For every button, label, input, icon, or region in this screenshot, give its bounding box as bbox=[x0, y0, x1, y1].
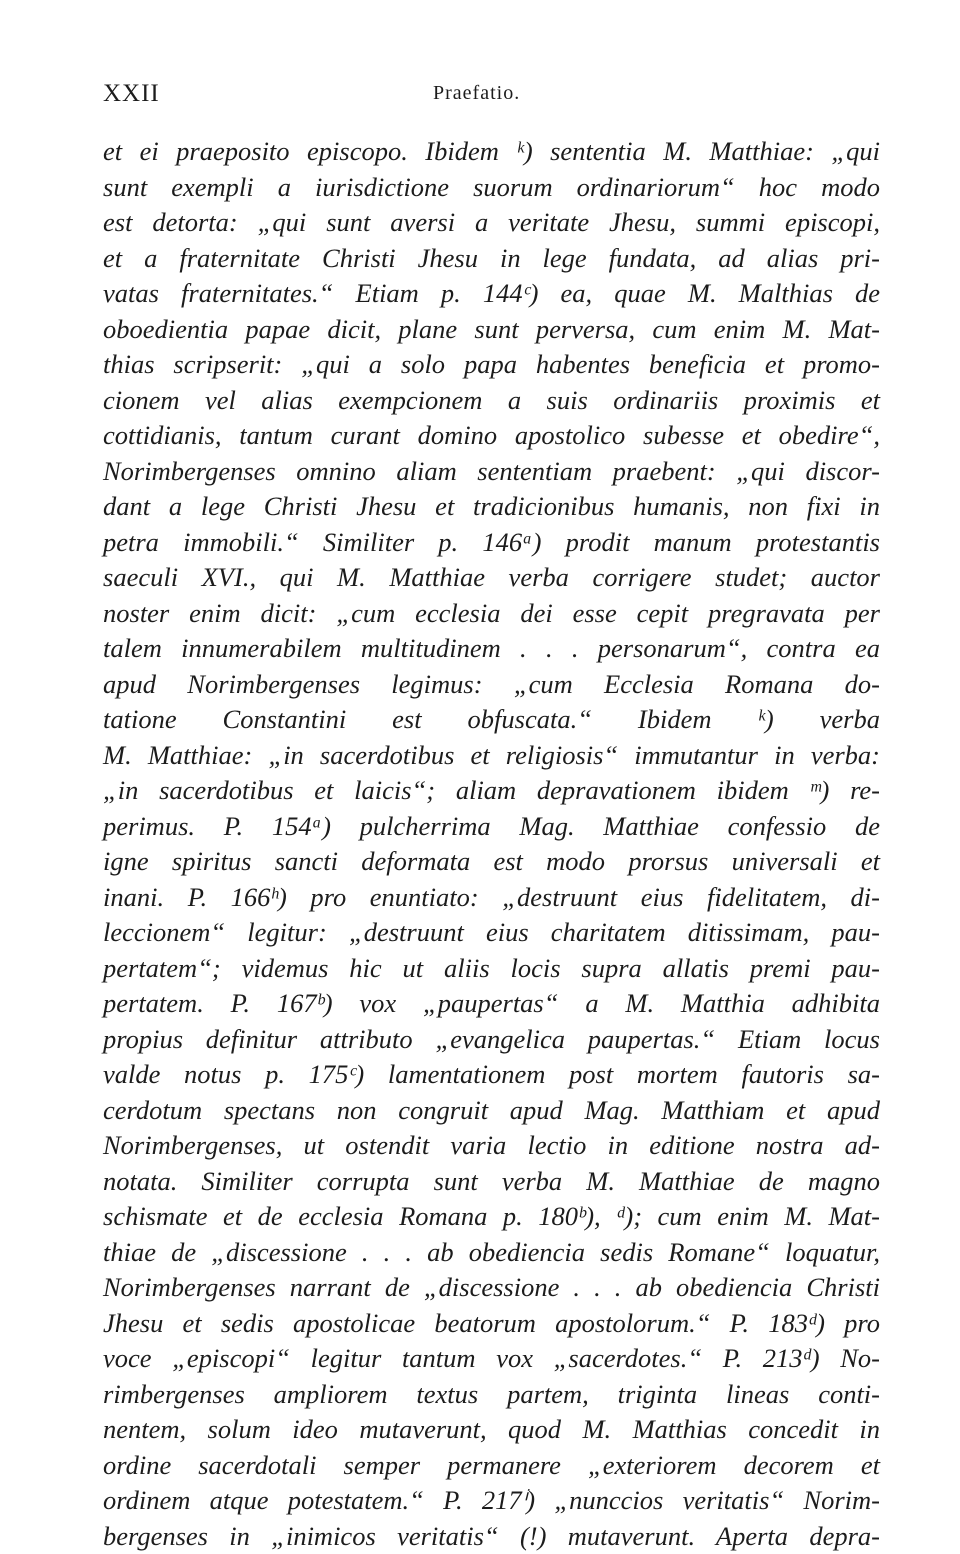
text-line: noster enim dicit: „cum ecclesia dei esse cepit pregravata per bbox=[103, 596, 880, 632]
text-line: cerdotum spectans non congruit apud Mag. Matthiam et apud bbox=[103, 1093, 880, 1129]
text-line: apud Norimbergenses legimus: „cum Ecclesia Romana do- bbox=[103, 667, 880, 703]
text-line: petra immobili.“ Similiter p. 146ᵃ) prodit manum protestantis bbox=[103, 525, 880, 561]
text-line: talem innumerabilem multitudinem . . . personarum“, contra ea bbox=[103, 631, 880, 667]
text-line: oboedientia papae dicit, plane sunt perversa, cum enim M. Mat- bbox=[103, 312, 880, 348]
text-line: dant a lege Christi Jhesu et tradicionibus humanis, non fixi in bbox=[103, 489, 880, 525]
text-line: rimbergenses ampliorem textus partem, triginta lineas conti- bbox=[103, 1377, 880, 1413]
text-line: saeculi XVI., qui M. Matthiae verba corrigere studet; auctor bbox=[103, 560, 880, 596]
text-line: Norimbergenses omnino aliam sententiam praebent: „qui discor- bbox=[103, 454, 880, 490]
text-line: inani. P. 166ʰ) pro enuntiato: „destruunt eius fidelitatem, di- bbox=[103, 880, 880, 916]
text-line: et ei praeposito episcopo. Ibidem ᵏ) sententia M. Matthiae: „qui bbox=[103, 134, 880, 170]
text-line: sunt exempli a iurisdictione suorum ordinariorum“ hoc modo bbox=[103, 170, 880, 206]
text-line: propius definitur attributo „evangelica paupertas.“ Etiam locus bbox=[103, 1022, 880, 1058]
text-line: „in sacerdotibus et laicis“; aliam depravationem ibidem ᵐ) re- bbox=[103, 773, 880, 809]
running-title: Praefatio. bbox=[433, 82, 520, 105]
text-line: valde notus p. 175ᶜ) lamentationem post mortem fautoris sa- bbox=[103, 1057, 880, 1093]
text-line: pertatem. P. 167ᵇ) vox „paupertas“ a M. Matthia adhibita bbox=[103, 986, 880, 1022]
text-line: vatas fraternitates.“ Etiam p. 144ᶜ) ea, quae M. Malthias de bbox=[103, 276, 880, 312]
text-line: est detorta: „qui sunt aversi a veritate Jhesu, summi episcopi, bbox=[103, 205, 880, 241]
text-line: ordinem atque potestatem.“ P. 217ⁱ) „nunccios veritatis“ Norim- bbox=[103, 1483, 880, 1519]
body-text bbox=[103, 134, 880, 1554]
text-line: perimus. P. 154ᵃ) pulcherrima Mag. Matthiae confessio de bbox=[103, 809, 880, 845]
text-line: schismate et de ecclesia Romana p. 180ᵇ), ᵈ); cum enim M. Mat- bbox=[103, 1199, 880, 1235]
text-line: notata. Similiter corrupta sunt verba M. Matthiae de magno bbox=[103, 1164, 880, 1200]
text-line: igne spiritus sancti deformata est modo prorsus universali et bbox=[103, 844, 880, 880]
text-line: voce „episcopi“ legitur tantum vox „sacerdotes.“ P. 213ᵈ) No- bbox=[103, 1341, 880, 1377]
text-line: leccionem“ legitur: „destruunt eius charitatem ditissimam, pau- bbox=[103, 915, 880, 951]
text-line: thiae de „discessione . . . ab obediencia sedis Romane“ loquatur, bbox=[103, 1235, 880, 1271]
text-line: thias scripserit: „qui a solo papa habentes beneficia et promo- bbox=[103, 347, 880, 383]
page-header bbox=[103, 80, 880, 110]
text-line: cottidianis, tantum curant domino apostolico subesse et obedire“, bbox=[103, 418, 880, 454]
text-line: tatione Constantini est obfuscata.“ Ibidem ᵏ) verba bbox=[103, 702, 880, 738]
text-line: ordine sacerdotali semper permanere „exteriorem decorem et bbox=[103, 1448, 880, 1484]
page-number: XXII bbox=[103, 80, 160, 108]
text-line: Jhesu et sedis apostolicae beatorum apostolorum.“ P. 183ᵈ) pro bbox=[103, 1306, 880, 1342]
text-line: bergenses in „inimicos veritatis“ (!) mutaverunt. Aperta depra- bbox=[103, 1519, 880, 1554]
text-line: nentem, solum ideo mutaverunt, quod M. Matthias concedit in bbox=[103, 1412, 880, 1448]
text-line: pertatem“; videmus hic ut aliis locis supra allatis premi pau- bbox=[103, 951, 880, 987]
text-line: M. Matthiae: „in sacerdotibus et religiosis“ immutantur in verba: bbox=[103, 738, 880, 774]
text-line: cionem vel alias exempcionem a suis ordinariis proximis et bbox=[103, 383, 880, 419]
text-line: Norimbergenses, ut ostendit varia lectio in editione nostra ad- bbox=[103, 1128, 880, 1164]
text-line: et a fraternitate Christi Jhesu in lege fundata, ad alias pri- bbox=[103, 241, 880, 277]
text-line: Norimbergenses narrant de „discessione . . . ab obediencia Christi bbox=[103, 1270, 880, 1306]
